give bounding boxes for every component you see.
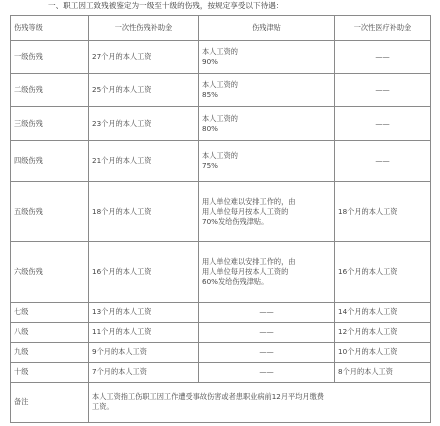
subsidy-cell: 9个月的本人工资: [89, 342, 199, 362]
table-row: [11, 362, 431, 382]
allowance-cell: [199, 140, 335, 181]
allowance-cell: [199, 242, 335, 302]
level-cell: 十级: [11, 362, 89, 382]
subsidy-cell: 21个月的本人工资: [89, 140, 199, 181]
level-cell: 一级伤残: [11, 40, 89, 73]
allowance-line: 用人单位难以安排工作的，由: [202, 196, 296, 206]
level-cell: 七级: [11, 302, 89, 322]
subsidy-cell: 27个月的本人工资: [89, 40, 199, 73]
allowance-line: ——: [259, 347, 274, 357]
allowance-line: ——: [259, 367, 274, 377]
allowance-cell: [199, 40, 335, 73]
table-row: [11, 342, 431, 362]
allowance-line: 用人单位每月按本人工资的: [202, 266, 289, 276]
allowance-cell: [199, 362, 335, 382]
medical-cell: 18个月的本人工资: [335, 182, 431, 242]
table-header-row: [11, 16, 431, 41]
table-row: [11, 107, 431, 140]
table-row: [11, 302, 431, 322]
subsidy-cell: 13个月的本人工资: [89, 302, 199, 322]
table-row: [11, 40, 431, 73]
allowance-cell: [199, 107, 335, 140]
medical-cell: ——: [335, 107, 431, 140]
subsidy-cell: 11个月的本人工资: [89, 322, 199, 342]
level-cell: 六级伤残: [11, 242, 89, 302]
allowance-line: 60%发给伤残津贴。: [202, 276, 269, 286]
medical-cell: 10个月的本人工资: [335, 342, 431, 362]
medical-cell: ——: [335, 140, 431, 181]
allowance-cell: [199, 73, 335, 106]
table-row: [11, 140, 431, 181]
allowance-cell: [199, 302, 335, 322]
note-line: 本人工资指工伤职工因工作遭受事故伤害或者患职业病前12月平均月缴费: [92, 392, 324, 402]
note-row: [11, 382, 431, 422]
medical-cell: 14个月的本人工资: [335, 302, 431, 322]
disability-benefits-table: [10, 15, 431, 423]
level-cell: 九级: [11, 342, 89, 362]
medical-cell: ——: [335, 40, 431, 73]
medical-cell: 16个月的本人工资: [335, 242, 431, 302]
allowance-line: 本人工资的: [202, 46, 238, 56]
table-row: [11, 322, 431, 342]
medical-cell: 8个月的本人工资: [335, 362, 431, 382]
allowance-cell: [199, 322, 335, 342]
level-cell: 三级伤残: [11, 107, 89, 140]
level-cell: 二级伤残: [11, 73, 89, 106]
subsidy-cell: 18个月的本人工资: [89, 182, 199, 242]
header-allowance: 伤残津贴: [199, 16, 335, 41]
header-medical: 一次性医疗补助金: [335, 16, 431, 41]
allowance-line: ——: [259, 327, 274, 337]
table-row: [11, 242, 431, 302]
level-cell: 五级伤残: [11, 182, 89, 242]
allowance-line: 用人单位每月按本人工资的: [202, 206, 289, 216]
header-subsidy: 一次性伤残补助金: [89, 16, 199, 41]
table-row: [11, 182, 431, 242]
allowance-line: 75%: [202, 160, 218, 170]
subsidy-cell: 23个月的本人工资: [89, 107, 199, 140]
allowance-line: 85%: [202, 90, 218, 100]
allowance-cell: [199, 342, 335, 362]
header-level: 伤残等级: [11, 16, 89, 41]
intro-text: 一、职工因工致残被鉴定为一级至十级的伤残，按规定享受以下待遇：: [48, 1, 284, 10]
allowance-line: ——: [259, 307, 274, 317]
note-line: 工资。: [92, 402, 114, 412]
level-cell: 四级伤残: [11, 140, 89, 181]
note-label: 备注: [11, 382, 89, 422]
subsidy-cell: 16个月的本人工资: [89, 242, 199, 302]
subsidy-cell: 25个月的本人工资: [89, 73, 199, 106]
allowance-line: 80%: [202, 123, 218, 133]
level-cell: 八级: [11, 322, 89, 342]
allowance-line: 90%: [202, 56, 218, 66]
subsidy-cell: 7个月的本人工资: [89, 362, 199, 382]
medical-cell: ——: [335, 73, 431, 106]
table-row: [11, 73, 431, 106]
allowance-line: 本人工资的: [202, 113, 238, 123]
allowance-line: 本人工资的: [202, 150, 238, 160]
allowance-cell: [199, 182, 335, 242]
note-text: [89, 382, 431, 422]
medical-cell: 12个月的本人工资: [335, 322, 431, 342]
table-body: [11, 40, 431, 382]
allowance-line: 70%发给伤残津贴。: [202, 216, 269, 226]
allowance-line: 本人工资的: [202, 80, 238, 90]
allowance-line: 用人单位难以安排工作的，由: [202, 256, 296, 266]
